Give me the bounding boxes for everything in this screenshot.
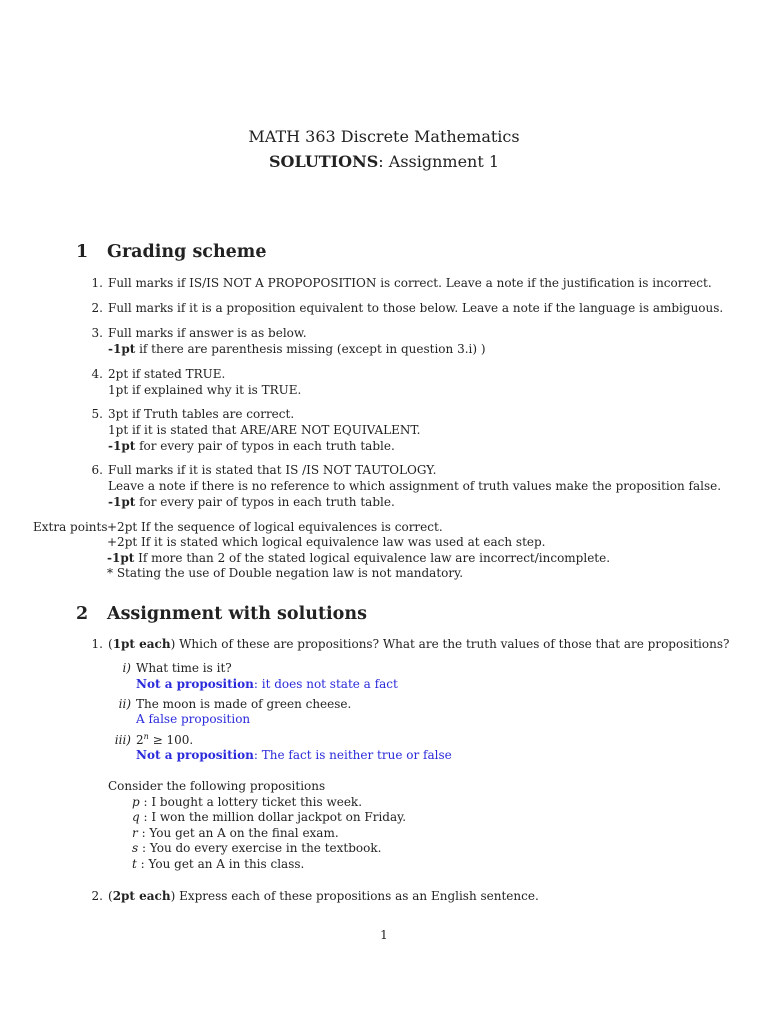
proposition-text: : I won the million dollar jackpot on Friday. xyxy=(139,810,407,824)
answer-ii: A false proposition xyxy=(136,712,251,726)
extra-line-2: +2pt If it is stated which logical equivalence law was used at each step. xyxy=(107,535,546,549)
answer-verdict: Not a proposition xyxy=(136,748,254,762)
item-number: 6. xyxy=(91,463,103,477)
exponent: n xyxy=(143,732,149,741)
question-number: 2. xyxy=(91,889,103,903)
answer-reason: : it does not state a fact xyxy=(253,677,398,691)
proposition-text: : You get an A in this class. xyxy=(136,857,305,871)
subquestion-text: The moon is made of green cheese. xyxy=(136,697,352,711)
item-text-line2: 1pt if it is stated that ARE/ARE NOT EQUIVALENT. xyxy=(108,423,421,437)
answer-reason: : The fact is neither true or false xyxy=(253,748,452,762)
answer-verdict: Not a proposition xyxy=(136,677,254,691)
proposition-q xyxy=(132,810,406,826)
proposition-t xyxy=(132,857,304,873)
consider-intro: Consider the following propositions xyxy=(108,779,326,793)
item-number: 5. xyxy=(91,407,103,421)
base: 2 xyxy=(136,733,144,747)
section-2-heading xyxy=(76,603,367,625)
item-text: Full marks if it is a proposition equivalent to those below. Leave a note if the language is ambiguous. xyxy=(108,301,724,315)
subquestion-number: iii) xyxy=(114,733,131,747)
section-2-title: Assignment with solutions xyxy=(107,604,367,624)
extra-line-3 xyxy=(107,551,610,567)
proposition-text: : You get an A on the final exam. xyxy=(137,826,339,840)
item-text-line2 xyxy=(108,342,486,358)
section-1-heading xyxy=(76,241,266,263)
proposition-text: : You do every exercise in the textbook. xyxy=(138,841,382,855)
penalty-label: -1pt xyxy=(107,551,135,565)
subquestion-text: What time is it? xyxy=(136,661,232,675)
section-2-number: 2 xyxy=(76,604,89,624)
footnote-text: Stating the use of Double negation law is not mandatory. xyxy=(113,566,464,580)
item-text-line3 xyxy=(108,439,395,455)
item-number: 4. xyxy=(91,367,103,381)
answer-iii xyxy=(136,748,452,764)
variable: r xyxy=(132,826,138,840)
section-1-title: Grading scheme xyxy=(107,242,267,262)
doc-title: MATH 363 Discrete Mathematics xyxy=(248,127,520,146)
item-text: Full marks if answer is as below. xyxy=(108,326,307,340)
item-number: 2. xyxy=(91,301,103,315)
question-text xyxy=(108,889,539,905)
question-body: ) Which of these are propositions? What are the truth values of those that are propositions? xyxy=(170,637,730,651)
doc-subtitle xyxy=(0,152,768,172)
variable: p xyxy=(132,795,140,809)
penalty-text: if there are parenthesis missing (except in question 3.i) ) xyxy=(135,342,486,356)
inequality xyxy=(136,733,193,747)
penalty-label: -1pt xyxy=(108,439,136,453)
open-paren: ( xyxy=(108,889,113,903)
footnote-star: * xyxy=(107,566,113,580)
item-text-line2: 1pt if explained why it is TRUE. xyxy=(108,383,302,397)
question-number: 1. xyxy=(91,637,103,651)
question-text xyxy=(108,637,729,653)
item-text: Full marks if it is stated that IS /IS NOT TAUTOLOGY. xyxy=(108,463,437,477)
item-number: 1. xyxy=(91,276,103,290)
section-1-number: 1 xyxy=(76,242,89,262)
subtitle-rest: : Assignment 1 xyxy=(378,152,500,171)
page-number: 1 xyxy=(380,928,388,942)
proposition-s xyxy=(132,841,381,857)
penalty-text: for every pair of typos in each truth table. xyxy=(135,439,395,453)
points-label: 1pt each xyxy=(112,637,171,651)
item-text: 2pt if stated TRUE. xyxy=(108,367,226,381)
subquestion-number: i) xyxy=(122,661,131,675)
extra-line-1: +2pt If the sequence of logical equivalences is correct. xyxy=(107,520,443,534)
points-label: 2pt each xyxy=(112,889,171,903)
open-paren: ( xyxy=(108,637,113,651)
item-text: 3pt if Truth tables are correct. xyxy=(108,407,295,421)
proposition-p xyxy=(132,795,362,811)
extra-line-4 xyxy=(107,566,463,582)
subquestion-ii xyxy=(118,697,352,713)
subquestion-iii xyxy=(114,732,194,749)
item-text: Full marks if IS/IS NOT A PROPOPOSITION is correct. Leave a note if the justification is incorrect. xyxy=(108,276,712,290)
penalty-text: for every pair of typos in each truth table. xyxy=(135,495,395,509)
item-text-line3 xyxy=(108,495,395,511)
subquestion-number: ii) xyxy=(118,697,131,711)
proposition-r xyxy=(132,826,339,842)
item-text-line2: Leave a note if there is no reference to which assignment of truth values make the proposition false. xyxy=(108,479,722,493)
penalty-label: -1pt xyxy=(108,342,136,356)
subquestion-i xyxy=(122,661,232,677)
proposition-text: : I bought a lottery ticket this week. xyxy=(139,795,363,809)
subtitle-bold: SOLUTIONS xyxy=(268,152,379,171)
condition: ≥ 100. xyxy=(148,733,194,747)
variable: q xyxy=(132,810,140,824)
question-body: ) Express each of these propositions as an English sentence. xyxy=(170,889,539,903)
variable: t xyxy=(132,857,137,871)
variable: s xyxy=(132,841,139,855)
answer-i xyxy=(136,677,398,693)
item-number: 3. xyxy=(91,326,103,340)
penalty-text: If more than 2 of the stated logical equivalence law are incorrect/incomplete. xyxy=(134,551,611,565)
penalty-label: -1pt xyxy=(108,495,136,509)
extra-points-label: Extra points xyxy=(33,520,108,534)
